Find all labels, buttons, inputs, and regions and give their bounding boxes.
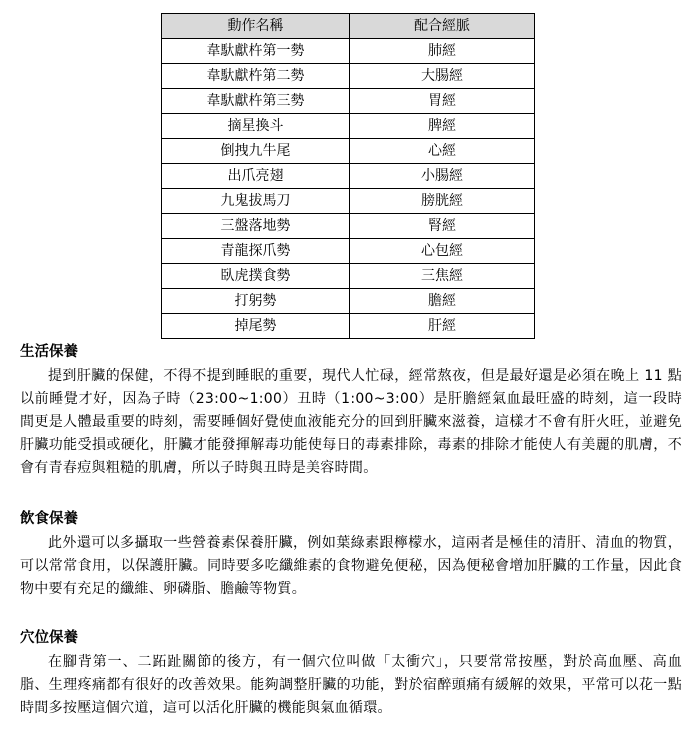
- header-move-name: 動作名稱: [162, 14, 350, 39]
- table-row: [162, 139, 535, 164]
- move-name-cell: 倒拽九牛尾: [162, 139, 350, 164]
- table-row: [162, 314, 535, 339]
- meridian-table: [161, 13, 535, 339]
- meridian-cell: 肝經: [350, 314, 535, 339]
- table-row: [162, 189, 535, 214]
- meridian-cell: 肺經: [350, 39, 535, 64]
- meridian-cell: 大腸經: [350, 64, 535, 89]
- section-acupoint-care: [20, 628, 682, 720]
- table-row: [162, 164, 535, 189]
- table-row: [162, 239, 535, 264]
- meridian-cell: 膽經: [350, 289, 535, 314]
- meridian-cell: 三焦經: [350, 264, 535, 289]
- section-body: 提到肝臟的保健，不得不提到睡眠的重要，現代人忙碌，經常熬夜，但是最好還是必須在晚上 11 點以前睡覺才好，因為子時（23:00~1:00）丑時（1:00~3:00）是肝膽經氣血最旺盛的時刻，這一段時間更是人體最重要的時刻，需要睡個好覺使血液能充分的回到肝臟來滋養，這樣才不會有肝火旺，並避免肝臟功能受損或硬化，肝臟才能發揮解毒功能使每日的毒素排除，毒素的排除才能使人有美麗的肌膚，不會有青春痘與粗糙的肌膚，所以子時與丑時是美容時間。: [20, 368, 682, 476]
- table-header-row: [162, 14, 535, 39]
- move-name-cell: 韋馱獻杵第二勢: [162, 64, 350, 89]
- section-body: 在腳背第一、二跖趾關節的後方，有一個穴位叫做「太衝穴」，只要常常按壓，對於高血壓、高血脂、生理疼痛都有很好的改善效果。能夠調整肝臟的功能，對於宿醉頭痛有緩解的效果，平常可以花一點時間多按壓這個穴道，這可以活化肝臟的機能與氣血循環。: [20, 654, 682, 716]
- meridian-cell: 小腸經: [350, 164, 535, 189]
- move-name-cell: 韋馱獻杵第三勢: [162, 89, 350, 114]
- move-name-cell: 出爪亮翅: [162, 164, 350, 189]
- header-meridian: 配合經脈: [350, 14, 535, 39]
- table-row: [162, 214, 535, 239]
- table-row: [162, 289, 535, 314]
- section-body: 此外還可以多攝取一些營養素保養肝臟，例如葉綠素跟檸檬水，這兩者是極佳的清肝、清血的物質，可以常常食用，以保護肝臟。同時要多吃纖維素的食物避免便秘，因為便秘會增加肝臟的工作量，因此食物中要有充足的纖維、卵磷脂、膽鹼等物質。: [20, 535, 682, 597]
- move-name-cell: 掉尾勢: [162, 314, 350, 339]
- move-name-cell: 韋馱獻杵第一勢: [162, 39, 350, 64]
- move-name-cell: 三盤落地勢: [162, 214, 350, 239]
- section-title: 穴位保養: [20, 630, 78, 646]
- move-name-cell: 九鬼拔馬刀: [162, 189, 350, 214]
- section-title: 生活保養: [20, 344, 78, 360]
- table-row: [162, 264, 535, 289]
- move-name-cell: 摘星換斗: [162, 114, 350, 139]
- meridian-cell: 脾經: [350, 114, 535, 139]
- table-row: [162, 114, 535, 139]
- section-lifestyle-care: [20, 342, 682, 480]
- table-row: [162, 89, 535, 114]
- move-name-cell: 臥虎撲食勢: [162, 264, 350, 289]
- meridian-cell: 心經: [350, 139, 535, 164]
- move-name-cell: 打躬勢: [162, 289, 350, 314]
- meridian-cell: 胃經: [350, 89, 535, 114]
- section-diet-care: [20, 509, 682, 601]
- table-row: [162, 39, 535, 64]
- meridian-cell: 腎經: [350, 214, 535, 239]
- meridian-cell: 心包經: [350, 239, 535, 264]
- section-title: 飲食保養: [20, 511, 78, 527]
- table-row: [162, 64, 535, 89]
- meridian-cell: 膀胱經: [350, 189, 535, 214]
- move-name-cell: 青龍探爪勢: [162, 239, 350, 264]
